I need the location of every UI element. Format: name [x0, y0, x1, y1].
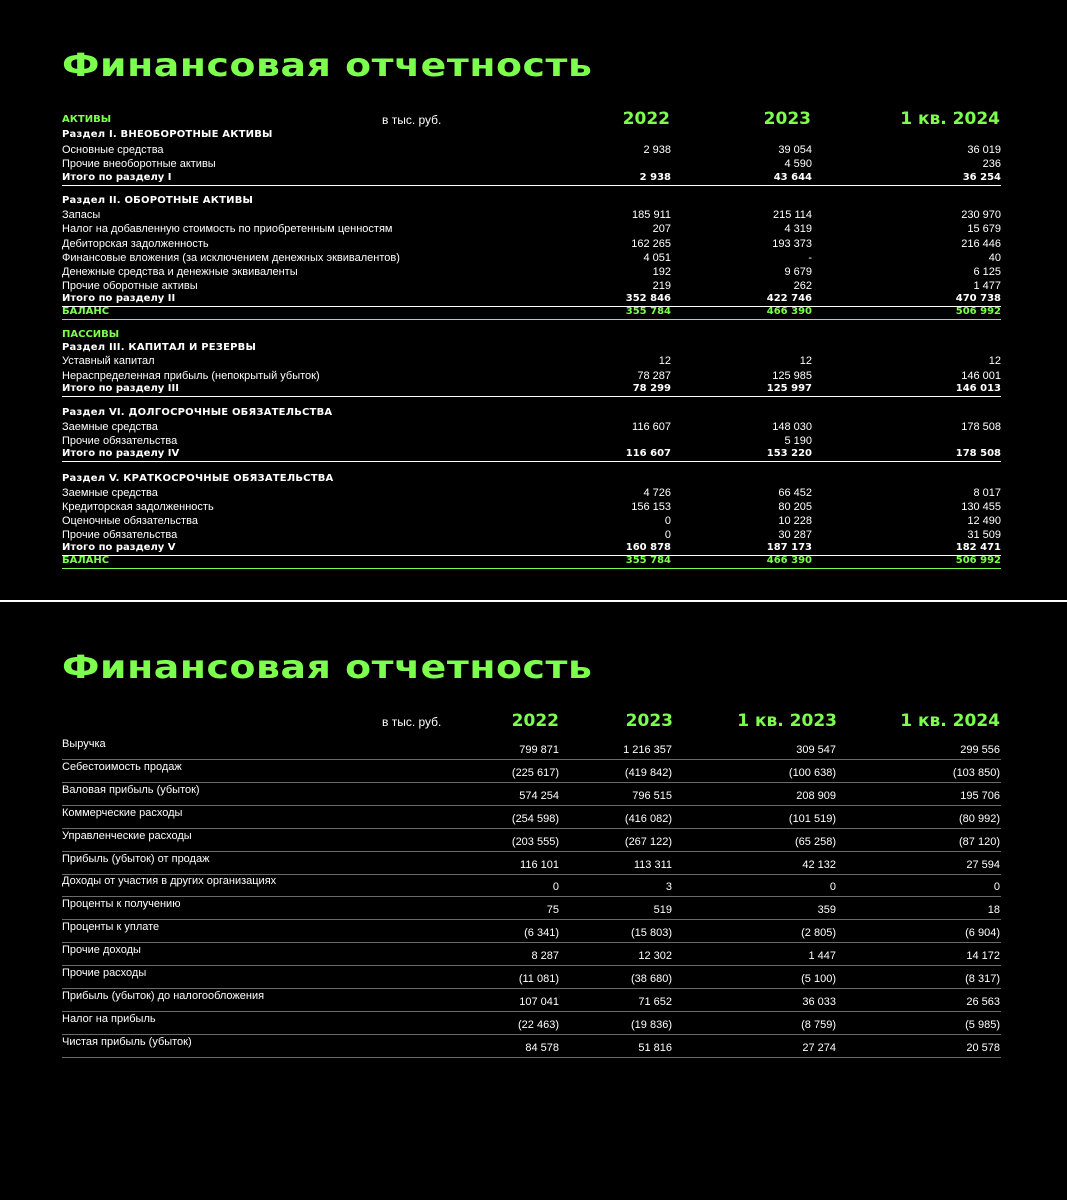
- row-label: Прочие обязательства: [62, 529, 178, 541]
- table-row: [62, 942, 1001, 966]
- row-label: Коммерческие расходы: [62, 806, 183, 819]
- year-header-2023: 2023: [625, 711, 673, 731]
- cell-value: 10 228: [778, 515, 812, 527]
- cell-value: 208 909: [796, 789, 836, 802]
- cell-value: 299 556: [960, 744, 1000, 756]
- cell-value: 1 447: [808, 950, 836, 963]
- table-row: [62, 265, 1001, 279]
- cell-value: 26 563: [966, 995, 1000, 1008]
- cell-value: 466 390: [766, 555, 812, 566]
- row-label: Управленческие расходы: [62, 829, 192, 842]
- cell-value: 519: [653, 904, 672, 917]
- cell-value: 0: [552, 881, 559, 894]
- cell-value: 355 784: [625, 306, 671, 317]
- table-row: [62, 965, 1001, 989]
- cell-value: (6 904): [965, 927, 1000, 940]
- row-label: Прочие доходы: [62, 944, 141, 957]
- cell-value: (225 617): [511, 766, 559, 779]
- cell-value: 78 299: [632, 383, 671, 394]
- row-label: Раздел III. КАПИТАЛ И РЕЗЕРВЫ: [62, 342, 257, 353]
- table-row: [62, 305, 1001, 320]
- cell-value: 148 030: [772, 421, 812, 433]
- row-label: Финансовые вложения (за исключением денежных эквивалентов): [62, 252, 400, 264]
- table-row: [62, 128, 1001, 142]
- cell-value: (100 638): [788, 766, 836, 779]
- cell-value: (80 992): [959, 812, 1000, 825]
- table-row: [62, 341, 1001, 355]
- cell-value: 1 477: [973, 280, 1001, 292]
- row-label: Нераспределенная прибыль (непокрытый убыток): [62, 370, 320, 382]
- cell-value: (6 341): [524, 927, 559, 940]
- cell-value: 0: [829, 881, 836, 894]
- row-label: Запасы: [62, 209, 101, 221]
- cell-value: 15 679: [967, 223, 1001, 235]
- cell-value: 182 471: [955, 542, 1001, 553]
- table-row: [62, 194, 1001, 208]
- row-label: Раздел II. ОБОРОТНЫЕ АКТИВЫ: [62, 195, 254, 206]
- table-row: [62, 143, 1001, 157]
- row-label: Прибыль (убыток) от продаж: [62, 852, 210, 865]
- row-label: Итого по разделу V: [62, 542, 176, 553]
- cell-value: 192: [652, 266, 671, 278]
- table-row: [62, 528, 1001, 542]
- year-header-q1-2024: 1 кв. 2024: [900, 109, 1000, 129]
- cell-value: 195 706: [960, 789, 1000, 802]
- row-label: ПАССИВЫ: [62, 329, 120, 340]
- cell-value: 8 017: [973, 487, 1001, 499]
- cell-value: 160 878: [625, 542, 671, 553]
- cell-value: 31 509: [967, 529, 1001, 541]
- cell-value: 3: [665, 881, 672, 894]
- cell-value: 84 578: [525, 1041, 559, 1054]
- cell-value: (11 081): [518, 973, 559, 985]
- table-row: [62, 851, 1001, 875]
- cell-value: 8 287: [531, 950, 559, 963]
- table-row: [62, 736, 1001, 760]
- unit-label: в тыс. руб.: [382, 715, 442, 729]
- table-row: [62, 1034, 1001, 1058]
- cell-value: 146 001: [961, 370, 1001, 382]
- table-row: [62, 1011, 1001, 1035]
- cell-value: 12 490: [967, 515, 1001, 527]
- table-row: [62, 113, 1001, 127]
- cell-value: 0: [664, 529, 671, 541]
- cell-value: 43 644: [773, 172, 812, 183]
- year-header-q1-2023: 1 кв. 2023: [737, 711, 837, 731]
- cell-value: 355 784: [625, 555, 671, 566]
- row-label: Раздел VI. ДОЛГОСРОЧНЫЕ ОБЯЗАТЕЛЬСТВА: [62, 407, 333, 418]
- cell-value: 78 287: [637, 370, 671, 382]
- cell-value: (416 082): [624, 812, 672, 825]
- cell-value: 153 220: [766, 448, 812, 459]
- cell-value: 4 590: [784, 158, 812, 170]
- cell-value: 75: [546, 904, 559, 917]
- cell-value: (38 680): [631, 973, 672, 985]
- cell-value: 18: [987, 904, 1000, 917]
- table-row: [62, 208, 1001, 222]
- row-label: Выручка: [62, 738, 106, 750]
- cell-value: (2 805): [801, 927, 836, 940]
- row-label: Заемные средства: [62, 421, 158, 433]
- row-label: Себестоимость продаж: [62, 760, 182, 773]
- row-label: Кредиторская задолженность: [62, 501, 214, 513]
- table-row: [62, 369, 1001, 383]
- cell-value: 216 446: [961, 238, 1001, 250]
- cell-value: 4 319: [784, 223, 812, 235]
- cell-value: 4 051: [643, 252, 671, 264]
- row-label: Чистая прибыль (убыток): [62, 1035, 192, 1048]
- cell-value: (419 842): [624, 766, 672, 779]
- cell-value: 125 985: [772, 370, 812, 382]
- row-label: Прибыль (убыток) до налогообложения: [62, 989, 265, 1002]
- cell-value: 0: [993, 881, 1000, 894]
- cell-value: (8 317): [965, 973, 1000, 985]
- row-label: Налог на добавленную стоимость по приобретенным ценностям: [62, 223, 393, 235]
- table-row: [62, 171, 1001, 186]
- cell-value: (15 803): [631, 927, 672, 940]
- cell-value: 80 205: [778, 501, 812, 513]
- cell-value: 39 054: [778, 144, 812, 156]
- cell-value: 107 041: [519, 995, 559, 1008]
- table-row: [62, 472, 1001, 486]
- cell-value: (101 519): [788, 812, 836, 825]
- cell-value: (19 836): [631, 1018, 672, 1031]
- table-row: [62, 251, 1001, 265]
- row-label: Прочие внеоборотные активы: [62, 158, 216, 170]
- cell-value: (254 598): [511, 812, 559, 825]
- row-label: Итого по разделу III: [62, 383, 179, 394]
- cell-value: 359: [817, 904, 836, 917]
- cell-value: 71 652: [638, 995, 672, 1008]
- cell-value: 1 216 357: [623, 744, 672, 756]
- cell-value: (5 100): [801, 973, 836, 985]
- row-label: БАЛАНС: [62, 306, 110, 317]
- cell-value: 116 101: [520, 858, 559, 871]
- cell-value: 236: [982, 158, 1001, 170]
- cell-value: 130 455: [961, 501, 1001, 513]
- table-row: [62, 554, 1001, 569]
- cell-value: 40: [988, 252, 1001, 264]
- cell-value: 262: [793, 280, 812, 292]
- cell-value: 219: [652, 280, 671, 292]
- table-row: [62, 382, 1001, 397]
- table-row: [62, 354, 1001, 368]
- row-label: Раздел V. КРАТКОСРОЧНЫЕ ОБЯЗАТЕЛЬСТВА: [62, 473, 334, 484]
- cell-value: 185 911: [632, 209, 671, 221]
- table-row: [62, 222, 1001, 236]
- row-label: Прочие оборотные активы: [62, 280, 198, 292]
- row-label: Налог на прибыль: [62, 1012, 156, 1025]
- table-row: [62, 420, 1001, 434]
- cell-value: 309 547: [796, 744, 836, 756]
- year-header-2022: 2022: [511, 711, 559, 731]
- cell-value: 193 373: [772, 238, 812, 250]
- cell-value: 178 508: [961, 421, 1001, 433]
- table-row: [62, 828, 1001, 852]
- row-label: Денежные средства и денежные эквиваленты: [62, 266, 298, 278]
- row-label: Дебиторская задолженность: [62, 238, 209, 250]
- row-label: Основные средства: [62, 144, 164, 156]
- cell-value: 162 265: [631, 238, 671, 250]
- row-label: Прочие расходы: [62, 967, 147, 979]
- table-row: [62, 759, 1001, 783]
- row-label: АКТИВЫ: [62, 114, 112, 125]
- cell-value: 470 738: [955, 293, 1001, 304]
- cell-value: 12: [799, 355, 812, 367]
- row-label: Заемные средства: [62, 487, 158, 499]
- table-row: [62, 486, 1001, 500]
- cell-value: 27 594: [966, 858, 1000, 871]
- row-label: Проценты к получению: [62, 898, 181, 911]
- cell-value: 207: [652, 223, 671, 235]
- cell-value: 14 172: [966, 950, 1000, 963]
- cell-value: (103 850): [952, 766, 1000, 779]
- table-row: [62, 873, 1001, 897]
- year-header-q1-2024: 1 кв. 2024: [900, 711, 1000, 731]
- cell-value: 799 871: [519, 744, 559, 756]
- page-title: Финансовая отчетность: [62, 46, 593, 84]
- cell-value: 36 033: [802, 995, 836, 1008]
- cell-value: (267 122): [624, 835, 672, 848]
- year-header-2023: 2023: [763, 109, 811, 129]
- cell-value: 66 452: [778, 487, 812, 499]
- cell-value: (65 258): [795, 835, 836, 848]
- cell-value: 187 173: [766, 542, 812, 553]
- cell-value: 2 938: [639, 172, 671, 183]
- table-row: [62, 237, 1001, 251]
- cell-value: 352 846: [625, 293, 671, 304]
- cell-value: 574 254: [519, 789, 559, 802]
- page-title: Финансовая отчетность: [62, 648, 593, 686]
- cell-value: 12: [658, 355, 671, 367]
- table-row: [62, 988, 1001, 1012]
- year-header-2022: 2022: [622, 109, 670, 129]
- table-row: [62, 896, 1001, 920]
- cell-value: 116 607: [625, 448, 671, 459]
- table-row: [62, 500, 1001, 514]
- row-label: Оценочные обязательства: [62, 515, 198, 527]
- cell-value: 113 311: [633, 858, 672, 871]
- cell-value: 116 607: [632, 421, 671, 433]
- cell-value: (22 463): [518, 1018, 559, 1031]
- cell-value: 12: [988, 355, 1001, 367]
- cell-value: (87 120): [959, 835, 1000, 848]
- cell-value: 12 302: [638, 950, 672, 963]
- table-row: [62, 782, 1001, 806]
- cell-value: 0: [664, 515, 671, 527]
- cell-value: 36 254: [962, 172, 1001, 183]
- table-row: [62, 157, 1001, 171]
- cell-value: 156 153: [631, 501, 671, 513]
- cell-value: 146 013: [955, 383, 1001, 394]
- table-row: [62, 406, 1001, 420]
- row-label: Уставный капитал: [62, 355, 155, 367]
- row-label: БАЛАНС: [62, 555, 110, 566]
- cell-value: 466 390: [766, 306, 812, 317]
- cell-value: -: [808, 252, 812, 264]
- cell-value: 506 992: [955, 306, 1001, 317]
- cell-value: (203 555): [511, 835, 559, 848]
- cell-value: 51 816: [638, 1041, 672, 1054]
- cell-value: 4 726: [643, 487, 671, 499]
- row-label: Итого по разделу II: [62, 293, 176, 304]
- table-row: [62, 805, 1001, 829]
- cell-value: 5 190: [784, 435, 812, 447]
- income-statement-slide: [0, 602, 1067, 1200]
- cell-value: 6 125: [973, 266, 1001, 278]
- table-row: [62, 447, 1001, 462]
- cell-value: (8 759): [801, 1018, 836, 1031]
- table-row: [62, 919, 1001, 943]
- table-row: [62, 514, 1001, 528]
- cell-value: 20 578: [966, 1041, 1000, 1054]
- cell-value: 796 515: [632, 789, 672, 802]
- row-label: Итого по разделу I: [62, 172, 172, 183]
- table-row: [62, 279, 1001, 293]
- cell-value: 422 746: [766, 293, 812, 304]
- row-label: Доходы от участия в других организациях: [62, 875, 277, 888]
- unit-label: в тыс. руб.: [382, 113, 442, 127]
- cell-value: 36 019: [967, 144, 1001, 156]
- cell-value: 2 938: [643, 144, 671, 156]
- table-row: [62, 434, 1001, 448]
- cell-value: 125 997: [766, 383, 812, 394]
- row-label: Итого по разделу IV: [62, 448, 180, 459]
- cell-value: 178 508: [955, 448, 1001, 459]
- cell-value: 30 287: [778, 529, 812, 541]
- cell-value: 230 970: [961, 209, 1001, 221]
- row-label: Проценты к уплате: [62, 921, 160, 934]
- cell-value: (5 985): [965, 1018, 1000, 1031]
- cell-value: 27 274: [802, 1041, 836, 1054]
- cell-value: 215 114: [773, 209, 812, 221]
- row-label: Валовая прибыль (убыток): [62, 783, 200, 796]
- cell-value: 506 992: [955, 555, 1001, 566]
- row-label: Прочие обязательства: [62, 435, 178, 447]
- row-label: Раздел I. ВНЕОБОРОТНЫЕ АКТИВЫ: [62, 129, 273, 140]
- cell-value: 9 679: [784, 266, 812, 278]
- table-row: [62, 328, 1001, 342]
- cell-value: 42 132: [802, 858, 836, 871]
